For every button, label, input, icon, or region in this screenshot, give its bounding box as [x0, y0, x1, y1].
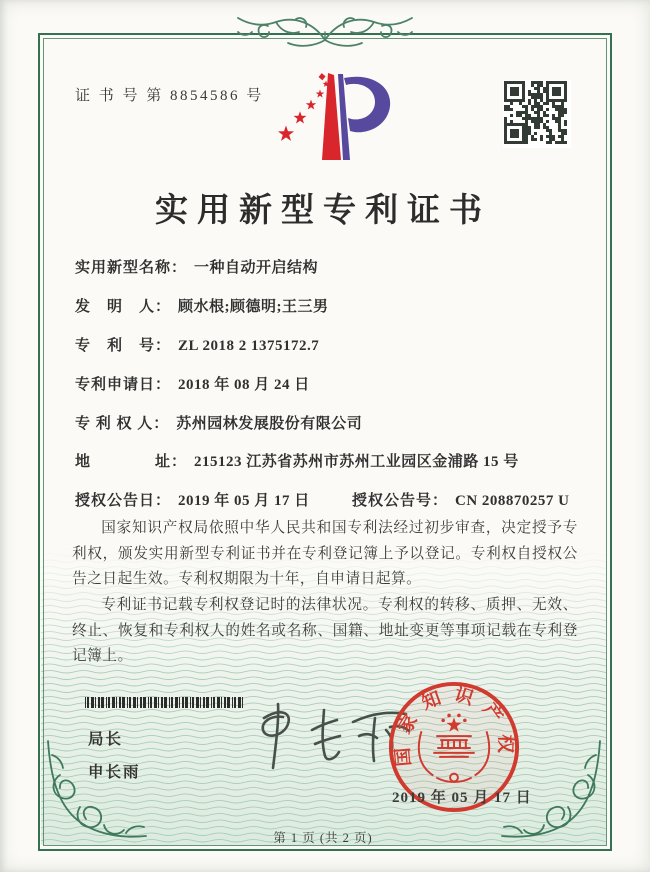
field-label: 发 明 人： — [75, 299, 172, 315]
grant-number-pair — [352, 489, 570, 510]
field-label: 实用新型名称： — [75, 260, 188, 276]
officer-title: 局长 — [88, 731, 124, 748]
legal-paragraph-2: 专利证书记载专利权登记时的法律状况。专利权的转移、质押、无效、终止、恢复和专利权人的姓名或名称、国籍、地址变更等事项记载在专利登记簿上。 — [72, 597, 578, 665]
field-label: 专 利 号： — [75, 338, 172, 354]
legal-body-text — [72, 516, 578, 670]
field-row-filing-date — [75, 373, 575, 395]
certificate-title: 实用新型专利证书 — [155, 193, 491, 229]
seal-ring-text: 国家知识产权局 — [391, 684, 516, 768]
field-label: 授权公告日： — [75, 493, 172, 509]
field-value: 苏州园林发展股份有限公司 — [176, 416, 363, 432]
field-row-inventors — [75, 295, 575, 317]
field-value: 顾水根;顾德明;王三男 — [178, 299, 329, 315]
field-value: 2019 年 05 月 17 日 — [178, 493, 310, 509]
field-label: 地 址： — [75, 454, 188, 470]
field-label: 专 利 权 人： — [75, 416, 170, 432]
field-label: 授权公告号： — [352, 493, 449, 509]
field-value: 一种自动开启结构 — [194, 260, 319, 276]
certificate-number: 证 书 号 第 8854586 号 — [75, 88, 264, 104]
field-row-address — [75, 450, 575, 472]
field-value: ZL 2018 2 1375172.7 — [178, 338, 320, 354]
field-value: 2018 年 08 月 24 日 — [178, 377, 310, 393]
top-scroll-ornament-icon — [232, 10, 418, 58]
qr-code — [503, 80, 571, 148]
barcode — [85, 697, 247, 708]
legal-paragraph-1: 国家知识产权局依照中华人民共和国专利法经过初步审查，决定授予专利权，颁发实用新型专利证书并在专利登记簿上予以登记。专利权自授权公告之日起生效。专利权期限为十年，自申请日起算。 — [72, 520, 578, 588]
field-label: 专利申请日： — [75, 377, 172, 393]
officer-name: 申长雨 — [88, 763, 141, 781]
field-value: CN 208870257 U — [455, 493, 570, 509]
field-row-patentee — [75, 412, 575, 434]
field-row-grant — [75, 489, 575, 511]
page-number: 第 1 页 (共 2 页) — [273, 831, 373, 845]
field-row-name — [75, 256, 575, 278]
cnipa-logo-icon — [260, 68, 405, 166]
seal-date: 2019 年 05 月 17 日 — [392, 790, 532, 806]
field-row-patent-number — [75, 334, 575, 356]
field-value: 215123 江苏省苏州市苏州工业园区金浦路 15 号 — [194, 454, 519, 470]
